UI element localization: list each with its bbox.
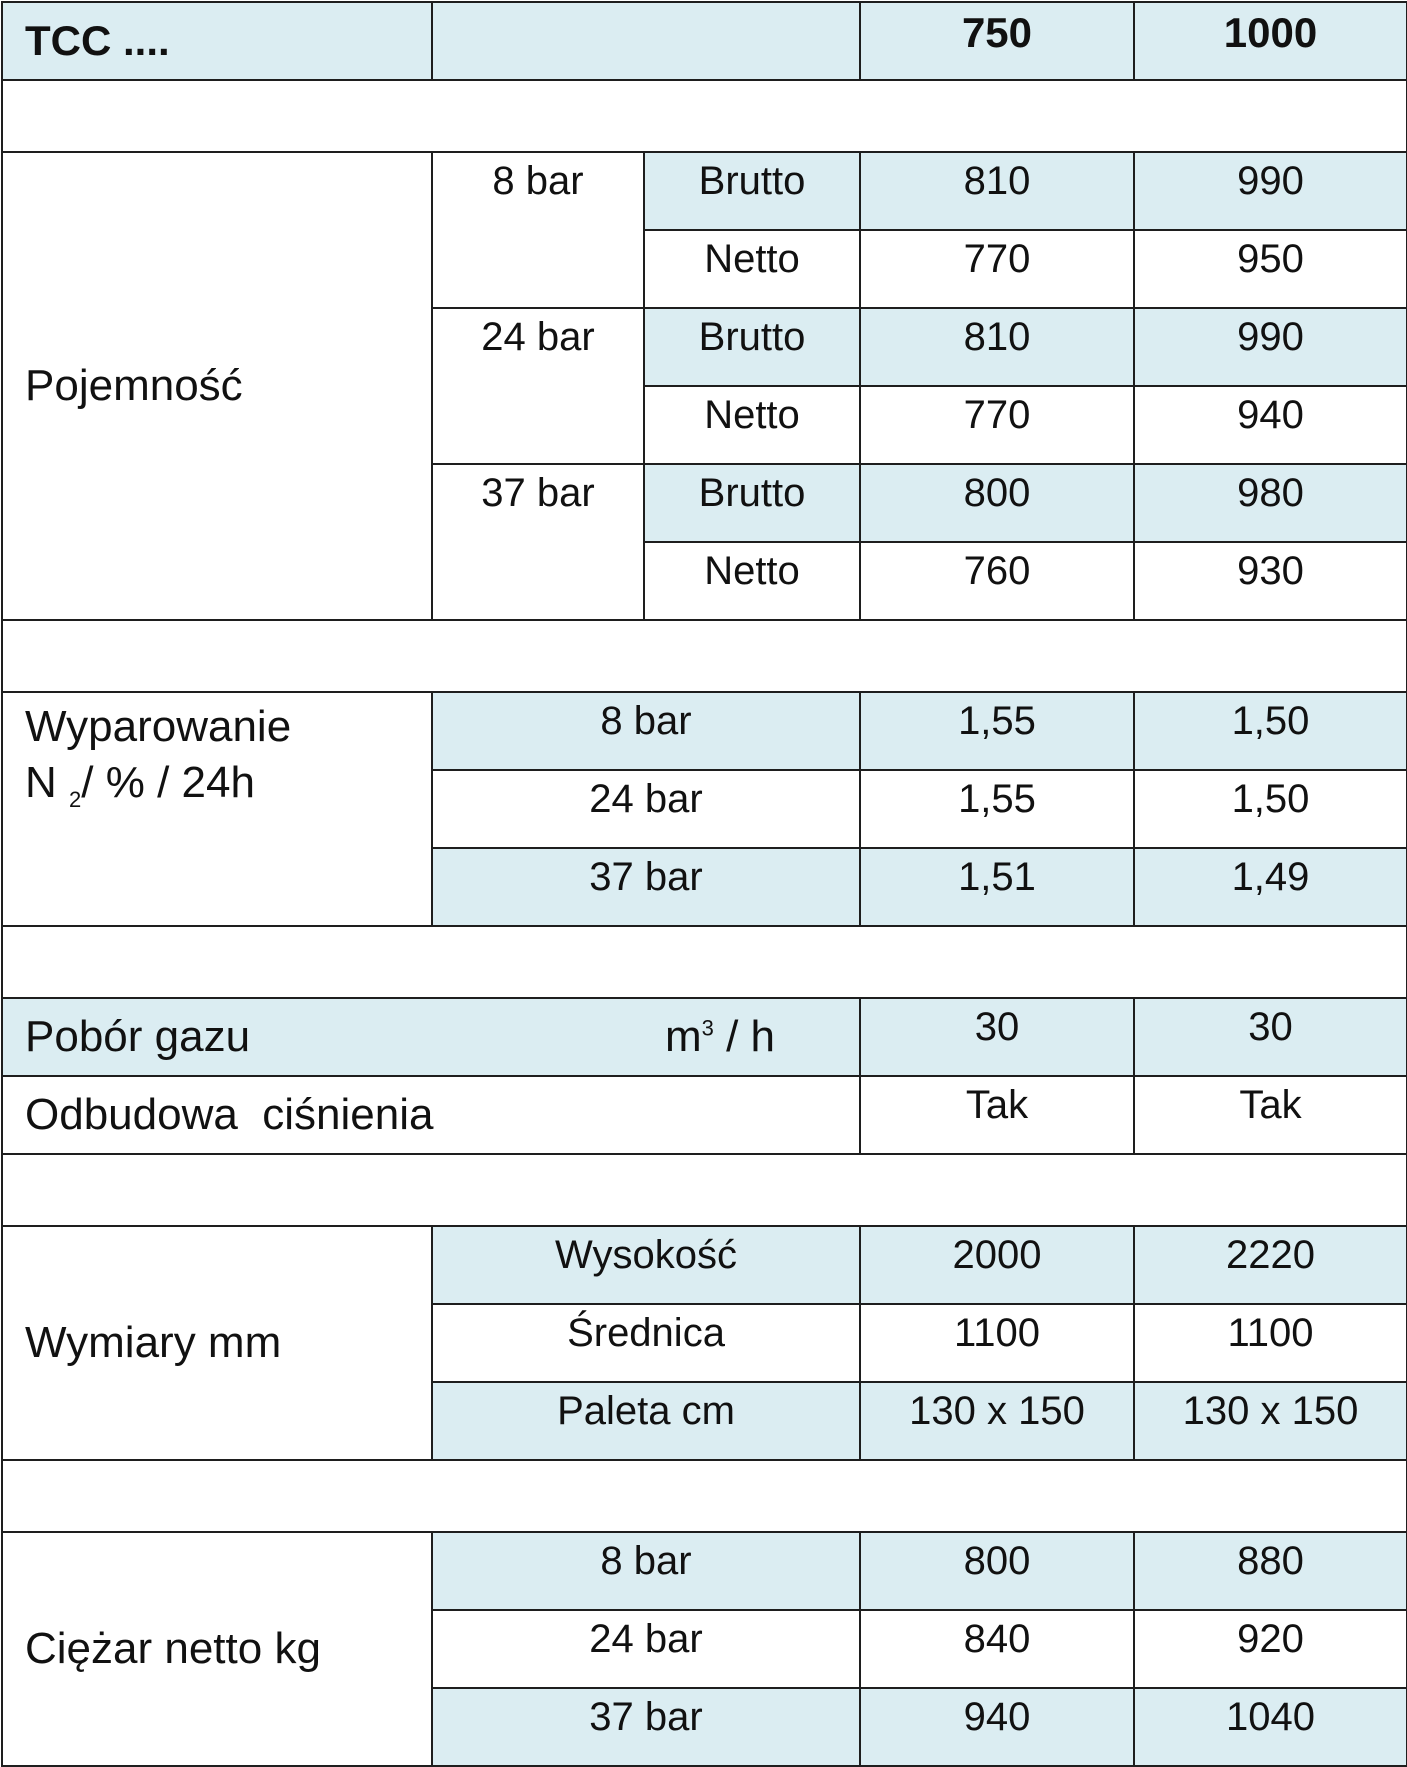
header-title: TCC ....	[2, 2, 432, 80]
dimensions-name: Średnica	[432, 1304, 860, 1382]
capacity-type: Netto	[644, 542, 860, 620]
dimensions-value-1000: 130 x 150	[1134, 1382, 1407, 1460]
gas-unit-rest: / h	[726, 1012, 775, 1061]
gas-value-1000: 30	[1134, 998, 1407, 1076]
capacity-value-750: 760	[860, 542, 1134, 620]
capacity-type: Brutto	[644, 152, 860, 230]
gas-unit-sup: 3	[701, 1015, 714, 1041]
capacity-value-1000: 950	[1134, 230, 1407, 308]
dimensions-value-750: 2000	[860, 1226, 1134, 1304]
gas-unit-base: m	[664, 1012, 702, 1061]
header-empty	[432, 2, 860, 80]
capacity-type: Netto	[644, 386, 860, 464]
evaporation-label-line1: Wyparowanie	[25, 702, 292, 751]
evaporation-value-1000: 1,49	[1134, 848, 1407, 926]
capacity-pressure: 8 bar	[432, 152, 644, 308]
header-row	[2, 2, 1407, 80]
evaporation-pressure: 24 bar	[432, 770, 860, 848]
spacer-row	[2, 1460, 1407, 1532]
evaporation-value-750: 1,55	[860, 770, 1134, 848]
evaporation-label-sub: 2	[69, 786, 82, 812]
capacity-value-1000: 930	[1134, 542, 1407, 620]
capacity-value-750: 770	[860, 386, 1134, 464]
dimensions-name: Wysokość	[432, 1226, 860, 1304]
header-col-750: 750	[860, 2, 1134, 80]
capacity-value-1000: 990	[1134, 152, 1407, 230]
capacity-value-1000: 990	[1134, 308, 1407, 386]
weight-value-1000: 920	[1134, 1610, 1407, 1688]
evaporation-pressure: 37 bar	[432, 848, 860, 926]
evaporation-value-750: 1,55	[860, 692, 1134, 770]
spacer-row	[2, 80, 1407, 152]
gas-row	[2, 998, 1407, 1076]
capacity-value-750: 800	[860, 464, 1134, 542]
weight-pressure: 24 bar	[432, 1610, 860, 1688]
dimensions-label: Wymiary mm	[2, 1226, 432, 1460]
evaporation-pressure: 8 bar	[432, 692, 860, 770]
dimensions-name: Paleta cm	[432, 1382, 860, 1460]
dimensions-value-750: 130 x 150	[860, 1382, 1134, 1460]
evaporation-row	[2, 692, 1407, 770]
evaporation-value-1000: 1,50	[1134, 770, 1407, 848]
rebuild-value-750: Tak	[860, 1076, 1134, 1154]
capacity-type: Brutto	[644, 464, 860, 542]
evaporation-value-750: 1,51	[860, 848, 1134, 926]
weight-row	[2, 1532, 1407, 1610]
dimensions-value-750: 1100	[860, 1304, 1134, 1382]
evaporation-value-1000: 1,50	[1134, 692, 1407, 770]
gas-unit	[665, 1012, 775, 1062]
evaporation-label	[2, 692, 432, 926]
capacity-value-750: 810	[860, 152, 1134, 230]
weight-value-750: 800	[860, 1532, 1134, 1610]
dimensions-value-1000: 1100	[1134, 1304, 1407, 1382]
weight-value-1000: 1040	[1134, 1688, 1407, 1766]
evaporation-label-n: N	[25, 758, 57, 807]
weight-value-750: 940	[860, 1688, 1134, 1766]
spacer-row	[2, 926, 1407, 998]
spec-table	[1, 1, 1407, 1767]
spacer-row	[2, 1154, 1407, 1226]
weight-pressure: 37 bar	[432, 1688, 860, 1766]
rebuild-value-1000: Tak	[1134, 1076, 1407, 1154]
gas-value-750: 30	[860, 998, 1134, 1076]
weight-value-1000: 880	[1134, 1532, 1407, 1610]
header-col-1000: 1000	[1134, 2, 1407, 80]
spacer-row	[2, 620, 1407, 692]
capacity-value-1000: 980	[1134, 464, 1407, 542]
capacity-value-750: 770	[860, 230, 1134, 308]
capacity-type: Netto	[644, 230, 860, 308]
capacity-row	[2, 152, 1407, 230]
gas-label: Pobór gazu	[25, 1012, 251, 1061]
dimensions-value-1000: 2220	[1134, 1226, 1407, 1304]
capacity-value-750: 810	[860, 308, 1134, 386]
weight-label: Ciężar netto kg	[2, 1532, 432, 1766]
evaporation-label-rest: / % / 24h	[81, 758, 255, 807]
capacity-value-1000: 940	[1134, 386, 1407, 464]
dimensions-row	[2, 1226, 1407, 1304]
weight-pressure: 8 bar	[432, 1532, 860, 1610]
gas-label-cell	[2, 998, 860, 1076]
capacity-label: Pojemność	[2, 152, 432, 620]
capacity-pressure: 24 bar	[432, 308, 644, 464]
capacity-type: Brutto	[644, 308, 860, 386]
weight-value-750: 840	[860, 1610, 1134, 1688]
rebuild-label: Odbudowa ciśnienia	[2, 1076, 860, 1154]
capacity-pressure: 37 bar	[432, 464, 644, 620]
rebuild-row	[2, 1076, 1407, 1154]
